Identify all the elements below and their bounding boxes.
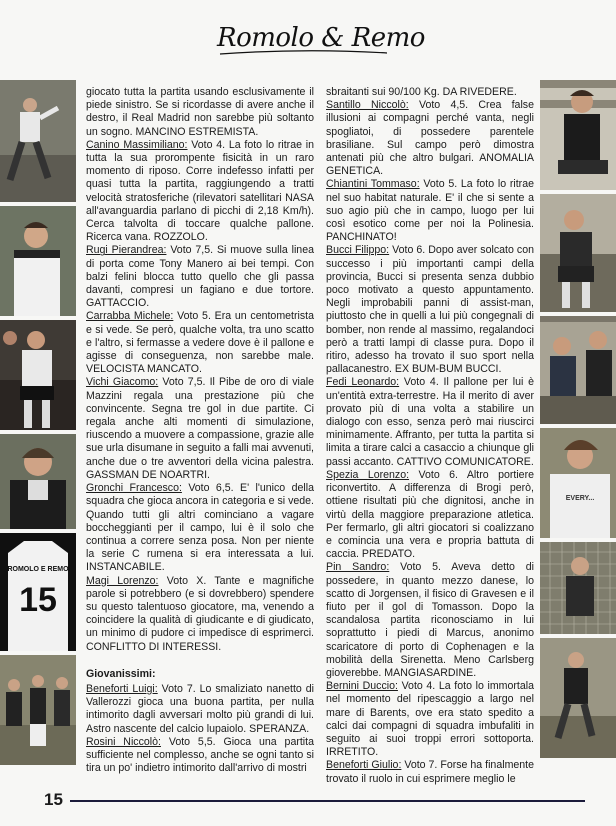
logo-text: Romolo & Remo xyxy=(217,23,425,53)
paragraph-vichi xyxy=(86,376,314,482)
paragraph-text: sbraitanti sui 90/100 Kg. DA RIVEDERE. xyxy=(326,86,517,98)
paragraph-text: Voto X. Tante e magnifiche parole si potrebbero (e si dovrebbero) spendere su questo talentuoso giocatore, ma, venendo a coincidere la qualità di giudicante e di giudicato, un minimo di pudore ci impedisce di esprimerci. CONFLITTO DI INTERESSI. xyxy=(86,574,314,653)
player-name: Pin Sandro: xyxy=(326,561,390,574)
photo-player-sitting-bench xyxy=(540,194,616,312)
player-name: Chiantini Tommaso: xyxy=(326,178,420,191)
paragraph-text: Voto 6. Altro portiere riconvertito. A differenza di Brogi però, ottiene risultati più che dignitosi, anche in virtù della maggiore preparazione atletica. Per fermarlo, gli altri giocatori si coalizzano e comincia una vera e propria battuta di caccia. PREDATO. xyxy=(326,468,534,561)
paragraph-canino xyxy=(86,139,314,245)
paragraph-chiantini xyxy=(326,178,534,244)
paragraph-text: Voto 5. Era un centometrista e si vede. Se però, qualche volta, tra uno scatto e l'altro, si fermasse a vedere dove è il pallone e agisse di conseguenza, non sarebbe male. VELOCISTA MANCATO. xyxy=(86,310,314,376)
player-name: Rosini Niccolò: xyxy=(86,735,161,748)
paragraph-carrabba xyxy=(86,310,314,376)
paragraph-intro-right xyxy=(326,86,534,99)
page-number: 15 xyxy=(44,790,63,809)
player-name: Rugi Pierandrea: xyxy=(86,244,167,257)
paragraph-rugi xyxy=(86,244,314,310)
jersey-brand: ROMOLO E REMO xyxy=(7,566,69,573)
photo-goalkeeper-running xyxy=(540,638,616,758)
paragraph-text: Voto 7. Lo smaliziato nanetto di Vallerozzi gioca una buona partita, per nulla intimorito dagli avversari molto più grandi di lui. Astro nascente del calcio lupaiolo. SPERANZA. xyxy=(86,682,314,735)
paragraph-text: Voto 6. Dopo aver solcato con successo i più importanti campi della provincia, Bucci si presenta senza dubbio poco motivato a questo appuntamento. Negli improbabili panni di assist-man, piuttosto che in quelli a lui più congegnali di bomber, non rende al massimo, regalandoci però a tratti lampi di classe pura. Dopo il ritiro, adesso ha trovato il suo sport nella pallacanestro. EX BUM-BUM BUCCI. xyxy=(326,244,534,376)
paragraph-bucci xyxy=(326,244,534,376)
player-name: Bernini Duccio: xyxy=(326,680,398,693)
paragraph-text: Voto 4. Il pallone per lui è un'entità extra-terrestre. Ha il merito di aver provato più di una volta a stabilire un dialogo con esso, senza però mai riuscirci minimamente. Affranto, per tutta la partita si limita a tirare calci a casaccio a chiunque gli passi accanto. CATTIVO COMUNICATORE. xyxy=(326,376,534,468)
player-name: Vichi Giacomo: xyxy=(86,376,159,389)
paragraph-text: Voto 4,5. Crea false illusioni ai compagni perché vanta, negli spogliatoi, di possedere parentele brasiliane. Sul campo però dimostra antenati più che altro bulgari. ANOMALIA GENETICA. xyxy=(326,99,534,178)
paragraph-text: Voto 4. La foto lo ritrae in tutta la sua prorompente fisicità in un raro momento di riposo. Corre indefesso infatti per quasi tutta la partita, raggiungendo a tratti velocità stratosferiche (rilevatori satellitari NASA all'avanguardia parlano di picchi di 2,18 Km/h). Cerca talvolta di toccare qualche pallone. Ricerca vana. ROZZOLO. xyxy=(86,138,314,244)
paragraph-gronchi xyxy=(86,482,314,574)
paragraph-beneforti-luigi xyxy=(86,683,314,736)
paragraph-text: Voto 5. La foto lo ritrae nel suo habitat naturale. E' il che si sente a suo agio più che in campo, luogo per lui così esotico come per noi la Polinesia. PANCHINATO! xyxy=(326,178,534,244)
player-name: Carrabba Michele: xyxy=(86,310,174,323)
paragraph-text: Voto 7,5. Si muove sulla linea di porta come Tony Manero ai bei tempi. Con balzi felini blocca tutto quello che gli passa davanti, compresi un fagiano e due tortore. GATTACCIO. xyxy=(86,244,314,310)
footer-divider xyxy=(70,800,585,802)
player-name: Spezia Lorenzo: xyxy=(326,468,410,481)
photo-player-curly xyxy=(0,434,76,529)
jersey-number: 15 xyxy=(19,581,57,619)
text-column-left xyxy=(86,86,314,775)
paragraph-intro-left xyxy=(86,86,314,139)
paragraph-pin xyxy=(326,561,534,680)
photo-team-group xyxy=(0,655,76,765)
player-name: Beneforti Giulio: xyxy=(326,759,402,772)
photo-players-sitting xyxy=(0,320,76,430)
player-name: Beneforti Luigi: xyxy=(86,682,158,695)
paragraph-magi xyxy=(86,575,314,654)
photo-players-bench-two xyxy=(540,316,616,424)
photo-player-smile xyxy=(0,206,76,316)
photo-jersey-15 xyxy=(0,533,76,651)
paragraph-fedi xyxy=(326,376,534,468)
paragraph-text: Voto 7,5. Il Pibe de oro di viale Mazzini regala una prestazione più che convincente. Segna tre gol in due partite. Ci regala anche alti momenti di simulazione, riuscendo a muovere a compassione, grazie alle sue urla disumane in seguito a falli mai avvenuti, anche due o tre avventori della vicina palestra. GASSMAN DE NOARTRI. xyxy=(86,376,314,481)
paragraph-text: Voto 4. La foto lo immortala nel momento del ripescaggio a largo nel mare di Barents, ove era stato spedito a calci dai compagni di squadra imbufaliti in seguito ai suoi troppi errori sottoporta. IRRETITO. xyxy=(326,680,534,759)
paragraph-beneforti-giulio xyxy=(326,759,534,785)
player-name: Fedi Leonardo: xyxy=(326,376,400,389)
paragraph-rosini xyxy=(86,736,314,776)
photo-goalkeeper-net xyxy=(540,542,616,634)
player-name: Santillo Niccolò: xyxy=(326,99,409,112)
right-photo-column xyxy=(540,80,616,762)
paragraph-santillo xyxy=(326,99,534,178)
left-photo-column xyxy=(0,80,76,769)
player-name: Gronchi Francesco: xyxy=(86,482,182,495)
paragraph-text: Voto 5,5. Gioca una partita sufficiente nel complesso, anche se ogni tanto si tira un po' indietro intimorito dall'arrivo di mostri xyxy=(86,735,314,775)
paragraph-bernini xyxy=(326,680,534,759)
logo xyxy=(215,18,425,60)
photo-player-bench xyxy=(540,80,616,190)
photo-player-kick xyxy=(0,80,76,202)
hoodie-text: EVERY... xyxy=(565,495,595,502)
player-name: Canino Massimiliano: xyxy=(86,138,188,151)
paragraph-text: Voto 7. Forse ha finalmente trovato il ruolo in cui esprimere meglio le xyxy=(326,759,535,785)
section-title-giovanissimi: Giovanissimi: xyxy=(86,667,156,680)
paragraph-text: Voto 5. Aveva detto di possedere, in quanto mezzo danese, lo scatto di Jorgensen, il fisico di Gravesen e il fiuto per il gol di Tomasson. Dopo la scandalosa partita riconosciamo in lui soprattutto i piedi di Marcus, anonimo scaricatore di porto di Cophenagen e la mobilità della Sirenetta. Meno Carlsberg gioverebbe. MANGIASARDINE. xyxy=(326,561,535,679)
paragraph-spezia xyxy=(326,469,534,561)
text-column-right xyxy=(326,86,534,786)
paragraph-text: Voto 6,5. E' l'unico della squadra che gioca ancora in categoria e si vede. Quando tutti gli altri cominciano a vagare boccheggianti per il campo, lui è il solo che continua a correre senza posa. Non per niente la serie C rumena si era interessata a lui. INSTANCABILE. xyxy=(86,482,314,574)
paragraph-text: giocato tutta la partita usando esclusivamente il piede sinistro. Se si ricordasse di avere anche il destro, il Real Madrid non sarebbe più soltanto un sogno. MANCINO ESTREMISTA. xyxy=(86,86,314,138)
photo-player-hoodie xyxy=(540,428,616,538)
player-name: Bucci Filippo: xyxy=(326,244,390,257)
player-name: Magi Lorenzo: xyxy=(86,574,159,587)
